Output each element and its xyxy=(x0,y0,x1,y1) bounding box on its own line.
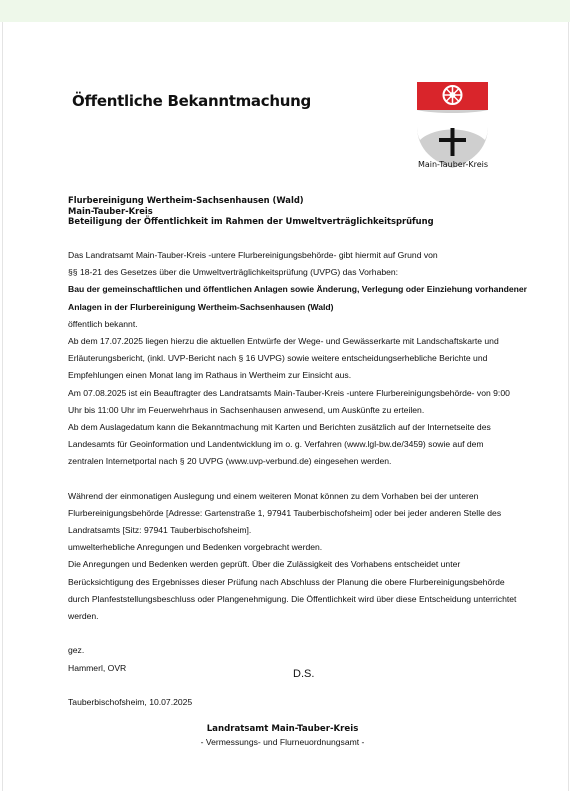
header-district: Main-Tauber-Kreis xyxy=(68,205,153,216)
header-procedure: Flurbereinigung Wertheim-Sachsenhausen (Wald) xyxy=(68,195,304,205)
blank-line xyxy=(68,625,538,642)
body-line: durch Planfeststellungsbeschluss oder Plangenehmigung. Die Öffentlichkeit wird über diese Entscheidung unterrichtet xyxy=(68,593,517,604)
footer-authority: Landratsamt Main-Tauber-Kreis xyxy=(206,724,359,734)
body-line: Uhr bis 11:00 Uhr im Feuerwehrhaus in Sachsenhausen anwesend, um Auskünfte zu erteilen. xyxy=(68,404,425,415)
body-line: Flurbereinigungsbehörde [Adresse: Gartenstraße 1, 97941 Tauberbischofsheim] oder bei jeder anderen Stelle des xyxy=(68,507,502,518)
body-line: Ab dem Auslagedatum kann die Bekanntmachung mit Karten und Berichten zusätzlich auf der Internetseite des xyxy=(68,421,491,432)
body-text xyxy=(68,247,538,711)
body-line: Während der einmonatigen Auslegung und einem weiteren Monat können zu dem Vorhaben bei der unteren xyxy=(68,490,479,501)
body-line: Hammerl, OVR xyxy=(68,662,127,673)
body-line: Empfehlungen einen Monat lang im Rathaus in Wertheim zur Einsicht aus. xyxy=(68,370,352,381)
document-header xyxy=(68,195,434,227)
body-line: Die Anregungen und Bedenken werden geprüft. Über die Zulässigkeit des Vorhabens entscheidet unter xyxy=(68,559,461,570)
page-title: Öffentliche Bekanntmachung xyxy=(72,92,311,110)
body-line: §§ 18-21 des Gesetzes über die Umweltverträglichkeitsprüfung (UVPG) das Vorhaben: xyxy=(68,267,399,278)
coat-of-arms-logo xyxy=(415,80,490,172)
body-line: Ab dem 17.07.2025 liegen hierzu die aktuellen Entwürfe der Wege- und Gewässerkarte mit Landschaftskarte und xyxy=(68,335,499,346)
signature-mark: D.S. xyxy=(293,668,315,680)
body-line: Bau der gemeinschaftlichen und öffentlichen Anlagen sowie Änderung, Verlegung oder Einziehung vorhandener xyxy=(68,284,528,295)
header-subject: Beteiligung der Öffentlichkeit im Rahmen der Umweltverträglichkeitsprüfung xyxy=(68,216,434,226)
body-line: umwelterhebliche Anregungen und Bedenken vorgebracht werden. xyxy=(68,542,323,553)
body-line: Anlagen in der Flurbereinigung Wertheim-Sachsenhausen (Wald) xyxy=(68,301,334,312)
top-bar xyxy=(0,0,570,22)
logo-label: Main-Tauber-Kreis xyxy=(417,160,489,169)
body-line: Landratsamts [Sitz: 97941 Tauberbischofsheim]. xyxy=(68,525,252,535)
body-line: Am 07.08.2025 ist ein Beauftragter des Landratsamts Main-Tauber-Kreis -untere Flurbereinigungsbehörde- von 9:00 xyxy=(68,387,510,398)
body-line: öffentlich bekannt. xyxy=(68,318,138,329)
footer-department: - Vermessungs- und Flurneuordnungsamt - xyxy=(200,737,365,747)
blank-line xyxy=(68,470,538,487)
body-line: werden. xyxy=(68,610,99,621)
body-line: Das Landratsamt Main-Tauber-Kreis -untere Flurbereinigungsbehörde- gibt hiermit auf Grund von xyxy=(68,250,438,260)
body-line: Berücksichtigung des Ergebnisses dieser Prüfung nach Abschluss der Planung die obere Flurbereinigungsbehörde xyxy=(68,576,505,587)
body-line: gez. xyxy=(68,645,85,656)
body-line: Landesamts für Geoinformation und Landentwicklung im o. g. Verfahren (www.lgl-bw.de/3459) sowie auf dem xyxy=(68,439,484,450)
body-line: Tauberbischofsheim, 10.07.2025 xyxy=(68,696,193,707)
body-line: zentralen Internetportal nach § 20 UVPG (www.uvp-verbund.de) eingesehen werden. xyxy=(68,456,392,467)
body-line: Erläuterungsbericht, (inkl. UVP-Bericht nach § 16 UVPG) sowie weitere entscheidungserhebliche Berichte und xyxy=(68,353,488,364)
